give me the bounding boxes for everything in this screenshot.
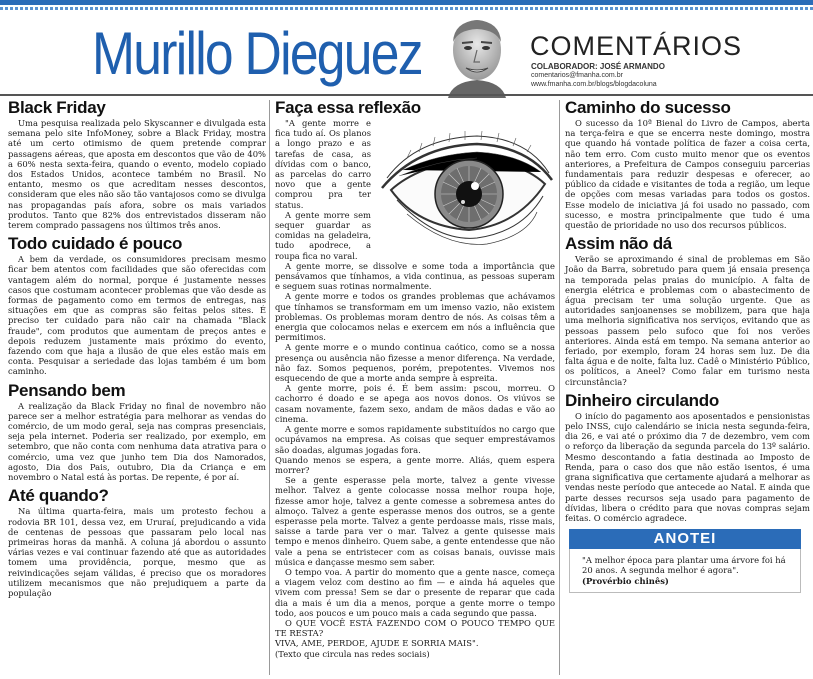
article-title: Dinheiro circulando: [565, 390, 719, 410]
reflection-paragraph: Se a gente esperasse pela morte, talvez a gente vivesse melhor. Talvez a gente colocasse nossa melhor roupa hoje, fizesse amor hoje, talvez a gente comesse a sobremesa antes do almoço. Talvez a gente esperasse menos dos outros, se a gente esperasse pela morte. Talvez a gente perdoasse mais, risse mais, saisse a tarde para ver o mar. Talvez a gente quisesse mais tempo e menos dinheiro. Quem sabe, a gente entendesse que não vale a pena se entristecer com as coisas banais, ouvisse mais música e dançasse mesmo sem saber.: [275, 475, 555, 567]
anotei-source: (Provérbio chinês): [582, 575, 669, 586]
article-todo-cuidado: [8, 234, 266, 376]
reflection-paragraph: A gente morre, se dissolve e some toda a importância que pensávamos que tínhamos, a vida continua, as pessoas superam e seguem suas rotinas normalmente.: [275, 260, 555, 292]
collaborator-credit: COLABORADOR: JOSÉ ARMANDO: [531, 62, 665, 71]
article-title: Assim não dá: [565, 234, 672, 254]
masthead: [0, 10, 813, 98]
reflection-paragraph: A gente morre e todos os grandes problemas que achávamos que tínhamos se transformam em um imenso vazio, não existem problemas. Os problemas moram dentro de nós. As coisas têm a energia que colocamos nelas e exercem em nós a influência que permitimos.: [275, 291, 555, 343]
reflection-paragraph: A gente morre e o mundo continua caótico, como se a nossa presença ou ausência não fizesse a menor diferença. Na verdade, não faz. Somos pequenos, porém, prepotentes. Vivemos nos esquecendo de que a morte anda sempre à espreita.: [275, 342, 555, 384]
top-color-bar: [0, 0, 813, 5]
reflection-paragraph: VIVA, AME, PERDOE, AJUDE E SORRIA MAIS".: [275, 638, 479, 649]
reflection-paragraph: A gente morre, pois é. É bem assim: pscou, morreu. O cachorro é doado e se apega aos novos donos. Os viúvos se casam novamente, fazem sexo, andam de mãos dadas e vão ao cinema.: [275, 383, 555, 424]
article-body: A bem da verdade, os consumidores precisam mesmo ficar bem atentos com facilidades que são oferecidas com vantagem além do normal, porque é justamente nesses casos que costumam acontecer problemas que vão desde as formas de pagamento como em termos de entregas, nas situações em que as compras são feitas pelos sites. É preciso ter cuidado para não cair na chamada "Black fraude", com produtos que aumentam de preços antes e depois reduzem justamente mais próximo do evento, fazendo com que haja a ilusão de que eles estão mais em conta. Pesquisar a seriedade das lojas também é um bom caminho.: [8, 254, 266, 377]
article-title: Pensando bem: [8, 380, 126, 400]
column-center: [275, 98, 555, 659]
header-rule: [0, 94, 813, 96]
reflection-paragraph: Quando menos se espera, a gente morre. Aliás, quem espera morrer?: [275, 454, 555, 475]
column-left: [8, 98, 266, 602]
article-body: O início do pagamento aos aposentados e pensionistas pelo INSS, cujo calendário se inicia nesta segunda-feira, dia 26, e vai até o próximo dia 7 de dezembro, vem com o reforço da liberação da segunda parcela do 13º salário. Mesmo descontando a fatia destinada ao Imposto de Renda, para o caso dos que não estão isentos, é uma grana significativa que certamente ajudará a melhorar as vendas neste período que antecede ao Natal. E ainda que parte desses recursos seja usado para pagamento de dívidas, libera o crédito para que novas compras sejam feitas. O comércio agradece.: [565, 410, 810, 523]
anotei-body: [569, 549, 801, 593]
column-divider: [269, 100, 270, 675]
article-assim-nao-da: [565, 234, 810, 387]
columnist-photo: [434, 12, 520, 98]
anotei-quote: "A melhor época para plantar uma árvore foi há 20 anos. A segunda melhor é agora".: [582, 555, 786, 576]
article-title: Até quando?: [8, 486, 109, 506]
column-brand-title: Murillo Dieguez: [92, 20, 422, 87]
article-title: Black Friday: [8, 98, 106, 117]
reflection-paragraph: A gente morre sem sequer guardar as comidas na geladeira, tudo apodrece, a roupa fica no varal.: [275, 209, 371, 261]
reflection-paragraph: "A gente morre e fica tudo aí. Os planos a longo prazo e as tarefas de casa, as dívidas com o banco, as parcelas do carro novo que a gente comprou pra ter status.: [275, 118, 371, 210]
anotei-box: [569, 529, 801, 593]
reflection-source: (Texto que circula nas redes sociais): [275, 648, 430, 659]
reflection-paragraph: A gente morre e somos rapidamente substituídos no cargo que ocupávamos na empresa. As coisas que sequer emprestávamos são doadas, algumas jogadas fora.: [275, 424, 555, 455]
article-title: Faça essa reflexão: [275, 98, 421, 117]
column-divider: [559, 100, 560, 675]
article-dinheiro: [565, 391, 810, 523]
reflection-paragraph: O QUE VOCÊ ESTÁ FAZENDO COM O POUCO TEMPO QUE TE RESTA?: [275, 617, 555, 639]
section-title: COMENTÁRIOS: [530, 31, 743, 61]
article-caminho: [565, 98, 810, 230]
contact-email[interactable]: comentarios@fmanha.com.br: [531, 72, 623, 79]
article-ate-quando: [8, 486, 266, 598]
article-body: O sucesso da 10ª Bienal do Livro de Campos, aberta na terça-feira e que se encerra neste domingo, mostra que quando há vontade política de fazer a coisa certa, não tem erro. Com custo muito menor que os eventos anteriores, a Prefeitura de Campos conseguiu parcerias fundamentais para reduzir despesas e oferecer, ao público da cidade e visitantes de toda a região, um leque de opções com mesas variadas para todos os gostos. Esse modelo de iniciativa já foi usado no passado, com sucesso, e mostra principalmente que tudo é uma questão de prioridade no uso dos recursos públicos.: [565, 118, 810, 231]
article-body: Na última quarta-feira, mais um protesto fechou a rodovia BR 101, dessa vez, em Ururaí, prejudicando a vida de centenas de pessoas que passaram pelo local nas primeiras horas da manhã. A coluna já abordou o assunto várias vezes e vai continuar fazendo até que as autoridades tomem uma providência, porque, mesmo que as reivindicações sejam válidas, é preciso que os moradores utilizem mecanismos que não prejudiquem a parte da população: [8, 506, 266, 598]
article-body: Verão se aproximando é sinal de problemas em São João da Barra, sobretudo para quem já ensaia presença na temporada pelas praias do município. A falta de energia elétrica e problemas com o abastecimento de água precisam ter uma solução urgente. Que as autoridades sanjoanenses se mobilizem, para que haja uma melhoria significativa nos serviços, evitando que as pessoas passem pelo sufoco que foi nos verões anteriores. Ainda está em tempo. Na semana anterior ao feriado, por exemplo, foram 24 horas sem luz. De dia falta água e de noite, falta luz. Cadê o Ministério Público, os políticos, a Aneel? Como falar em turismo nesta circunstância?: [565, 254, 810, 387]
article-title: Caminho do sucesso: [565, 98, 731, 117]
article-body: Uma pesquisa realizada pelo Skyscanner e divulgada esta semana pelo site InfoMoney, sobre a Black Friday, mostra até um certo otimismo de quem pretende comprar passagens aéreas, que aposta em descontos que vão de 40% a 60% nesta sexta-feira, quando o evento, modelo copiado dos Estados Unidos, acontece também no Brasil. No entanto, mesmo os que acreditam nesses descontos, consideram que eles não são tão vantajosos como se divulga nas propagandas país afora, sobre os mais variados produtos. Tanto que 82% dos entrevistados disseram não terem comprado passagens nos últimos três anos.: [8, 118, 266, 231]
article-body: A realização da Black Friday no final de novembro não parece ser a melhor estratégia para melhorar as vendas do comércio, de um modo geral, seja nas compras presenciais, seja pela internet. Poderia ser realizado, por exemplo, em setembro, que não conta com nenhuma data atrativa para o comércio, uma vez que junho tem Dia dos Namorados, agosto, Dia dos Pais, outubro, Dia da Criança e em novembro o Natal está às portas. De repente, é por aí.: [8, 400, 266, 483]
eye-illustration: [377, 118, 555, 250]
anotei-title: ANOTEI: [569, 529, 801, 549]
article-title: Todo cuidado é pouco: [8, 234, 183, 254]
article-pensando-bem: [8, 381, 266, 483]
article-black-friday: [8, 98, 266, 230]
blog-url[interactable]: www.fmanha.com.br/blogs/blogdacoluna: [531, 81, 657, 88]
column-right: [565, 98, 810, 593]
reflection-paragraph: O tempo voa. A partir do momento que a gente nasce, começa a viagem veloz com destino ao fim — e ainda há aqueles que vivem com pressa! Sem se dar o presente de reparar que cada dia a mais é um dia a menos, porque a gente morre o tempo todo, aos poucos e um pouco mais a cada segundo que passa.: [275, 566, 555, 618]
